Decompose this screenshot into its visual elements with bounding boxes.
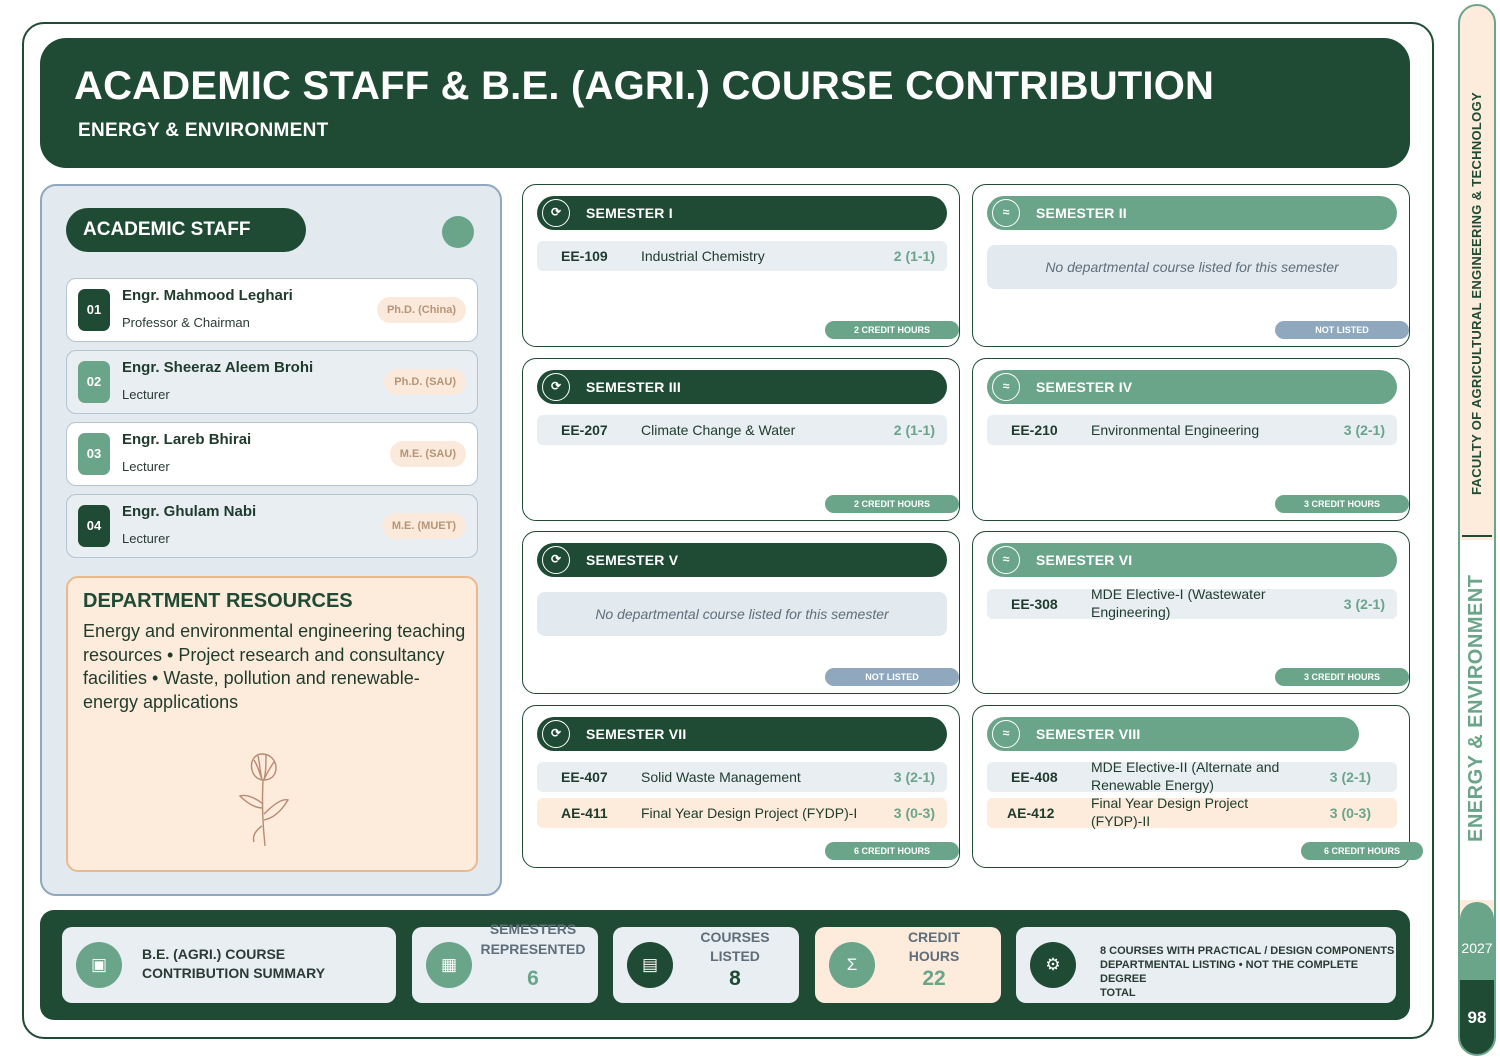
- not-listed-tag: NOT LISTED: [825, 668, 959, 686]
- staff-degree-badge: M.E. (MUET): [382, 513, 466, 539]
- page-title: ACADEMIC STAFF & B.E. (AGRI.) COURSE CONTRIBUTION: [74, 64, 1215, 108]
- course-credit: 3 (0-3): [1329, 805, 1371, 821]
- summary-note-line1: 8 COURSES WITH PRACTICAL / DESIGN COMPONENTS: [1100, 945, 1395, 957]
- staff-role: Lecturer: [122, 531, 170, 546]
- grid-icon: ▦: [426, 942, 472, 988]
- credit-hours-tag: 6 CREDIT HOURS: [825, 842, 959, 860]
- course-title: Environmental Engineering: [1091, 422, 1260, 438]
- course-title: MDE Elective-I (Wastewater Engineering): [1091, 586, 1266, 620]
- semester-header: [537, 196, 947, 230]
- course-title: Industrial Chemistry: [641, 248, 765, 264]
- staff-card: [66, 278, 478, 342]
- course-title: Solid Waste Management: [641, 769, 801, 785]
- academic-staff-panel: [40, 184, 502, 896]
- semester-header: [987, 543, 1397, 577]
- course-credit: 3 (2-1): [893, 769, 935, 785]
- staff-name: Engr. Mahmood Leghari: [122, 287, 293, 304]
- course-code: EE-408: [1011, 769, 1058, 785]
- staff-number-badge: 02: [78, 361, 110, 403]
- department-resources-box: [66, 576, 478, 872]
- semester-card-1: [522, 184, 960, 347]
- course-row: [987, 586, 1397, 620]
- semester-card-6: [972, 531, 1410, 694]
- course-code: AE-412: [1007, 805, 1055, 821]
- semester-title: SEMESTER VI: [1036, 552, 1133, 568]
- refresh-icon: ⟳: [542, 199, 570, 227]
- empty-semester-note: No departmental course listed for this semester: [537, 592, 947, 636]
- semester-header: [987, 196, 1397, 230]
- staff-degree-badge: Ph.D. (SAU): [384, 369, 466, 395]
- course-code: EE-109: [561, 248, 608, 264]
- semester-card-7: [522, 705, 960, 868]
- flower-illustration-icon: [232, 748, 296, 852]
- sigma-icon: Σ: [829, 942, 875, 988]
- semester-card-2: [972, 184, 1410, 347]
- refresh-icon: ⟳: [542, 720, 570, 748]
- square-icon: ▣: [76, 942, 122, 988]
- course-title: Final Year Design Project (FYDP)-II: [1091, 795, 1249, 829]
- course-code: EE-407: [561, 769, 608, 785]
- semester-header: [987, 717, 1359, 751]
- page-header: [40, 38, 1410, 168]
- resources-heading: DEPARTMENT RESOURCES: [83, 590, 353, 612]
- semesters-represented-box: [412, 921, 598, 1003]
- staff-card: [66, 350, 478, 414]
- course-row: [987, 415, 1397, 445]
- course-title: Climate Change & Water: [641, 422, 796, 438]
- semesters-represented-label: SEMESTERS REPRESENTED: [480, 921, 586, 957]
- course-credit: 3 (2-1): [1343, 422, 1385, 438]
- course-credit: 2 (1-1): [893, 422, 935, 438]
- semester-card-4: [972, 358, 1410, 521]
- courses-listed-value: 8: [729, 967, 741, 990]
- refresh-icon: ⟳: [542, 546, 570, 574]
- department-name-vertical: ENERGY & ENVIRONMENT: [1465, 574, 1487, 842]
- semesters-represented-value: 6: [527, 967, 539, 990]
- empty-semester-note: No departmental course listed for this semester: [987, 245, 1397, 289]
- page-subtitle: ENERGY & ENVIRONMENT: [78, 120, 329, 141]
- semester-header: [537, 370, 947, 404]
- credit-hours-value: 22: [922, 967, 946, 990]
- summary-title-line1: B.E. (AGRI.) COURSE: [142, 946, 286, 962]
- list-icon: ▤: [627, 942, 673, 988]
- course-credit: 3 (2-1): [1329, 769, 1371, 785]
- staff-name: Engr. Sheeraz Aleem Brohi: [122, 359, 314, 376]
- credit-hours-tag: 2 CREDIT HOURS: [825, 495, 959, 513]
- course-row: [537, 762, 947, 792]
- year-label: 2027: [1461, 940, 1493, 956]
- staff-number-badge: 01: [78, 289, 110, 331]
- semester-header: [987, 370, 1397, 404]
- gear-icon: ⚙: [1030, 942, 1076, 988]
- course-row: [987, 795, 1397, 829]
- refresh-icon: ⟳: [542, 373, 570, 401]
- waves-icon: ≈: [992, 373, 1020, 401]
- staff-role: Professor & Chairman: [122, 315, 250, 330]
- course-row: [987, 759, 1397, 793]
- staff-role: Lecturer: [122, 459, 170, 474]
- semester-title: SEMESTER VIII: [1036, 726, 1141, 742]
- course-row: [537, 241, 947, 271]
- credit-hours-box: [815, 927, 1001, 1003]
- faculty-name-vertical: FACULTY OF AGRICULTURAL ENGINEERING & TECHNOLOGY: [1469, 92, 1484, 495]
- staff-number-badge: 03: [78, 433, 110, 475]
- staff-name: Engr. Ghulam Nabi: [122, 503, 257, 520]
- semester-header: [537, 543, 947, 577]
- resources-text: Energy and environmental engineering teaching resources • Project research and consultancy facilities • Waste, pollution and renewable-energy applications: [83, 621, 466, 712]
- staff-name: Engr. Lareb Bhirai: [122, 431, 252, 448]
- staff-number-badge: 04: [78, 505, 110, 547]
- course-code: EE-207: [561, 422, 608, 438]
- course-code: AE-411: [561, 805, 608, 821]
- course-row: [537, 798, 947, 828]
- courses-listed-box: [613, 927, 799, 1003]
- semester-title: SEMESTER IV: [1036, 379, 1133, 395]
- courses-label-1: COURSES: [700, 929, 770, 945]
- course-code: EE-210: [1011, 422, 1058, 438]
- credit-label-1: CREDIT: [907, 929, 961, 945]
- semester-card-5: [522, 531, 960, 694]
- semester-card-3: [522, 358, 960, 521]
- summary-title-box: [62, 927, 396, 1003]
- semester-title: SEMESTER VII: [586, 726, 687, 742]
- course-row: [537, 415, 947, 445]
- semester-title: SEMESTER III: [586, 379, 681, 395]
- summary-bar: [40, 910, 1410, 1020]
- semester-card-8: [972, 705, 1410, 868]
- course-credit: 3 (2-1): [1343, 596, 1385, 612]
- summary-note: [1100, 944, 1396, 1000]
- waves-icon: ≈: [992, 720, 1020, 748]
- courses-label-2: LISTED: [710, 948, 760, 964]
- credit-hours-tag: 6 CREDIT HOURS: [1301, 842, 1423, 860]
- semester-header: [537, 717, 947, 751]
- waves-icon: ≈: [992, 199, 1020, 227]
- credit-label-2: HOURS: [908, 948, 960, 964]
- course-title: Final Year Design Project (FYDP)-I: [641, 805, 858, 821]
- course-title: MDE Elective-II (Alternate and Renewable Energy): [1091, 759, 1280, 793]
- course-code: EE-308: [1011, 596, 1058, 612]
- academic-staff-heading: ACADEMIC STAFF: [66, 208, 306, 252]
- course-credit: 3 (0-3): [893, 805, 935, 821]
- summary-note-line2: DEPARTMENTAL LISTING • NOT THE COMPLETE DEGREE: [1100, 959, 1359, 985]
- decorative-dot: [442, 216, 474, 248]
- staff-card: [66, 494, 478, 558]
- summary-note-box: [1016, 927, 1396, 1003]
- summary-title-line2: CONTRIBUTION SUMMARY: [142, 965, 326, 981]
- not-listed-tag: NOT LISTED: [1275, 321, 1409, 339]
- credit-hours-tag: 2 CREDIT HOURS: [825, 321, 959, 339]
- course-credit: 2 (1-1): [893, 248, 935, 264]
- side-strip-divider: [1462, 535, 1492, 537]
- semester-title: SEMESTER V: [586, 552, 679, 568]
- summary-note-line3: TOTAL: [1100, 987, 1136, 999]
- page-number: 98: [1467, 1008, 1487, 1027]
- semester-title: SEMESTER II: [1036, 205, 1127, 221]
- staff-degree-badge: Ph.D. (China): [377, 297, 466, 323]
- credit-hours-tag: 3 CREDIT HOURS: [1275, 668, 1409, 686]
- staff-degree-badge: M.E. (SAU): [390, 441, 466, 467]
- staff-card: [66, 422, 478, 486]
- staff-role: Lecturer: [122, 387, 170, 402]
- credit-hours-tag: 3 CREDIT HOURS: [1275, 495, 1409, 513]
- semester-title: SEMESTER I: [586, 205, 673, 221]
- waves-icon: ≈: [992, 546, 1020, 574]
